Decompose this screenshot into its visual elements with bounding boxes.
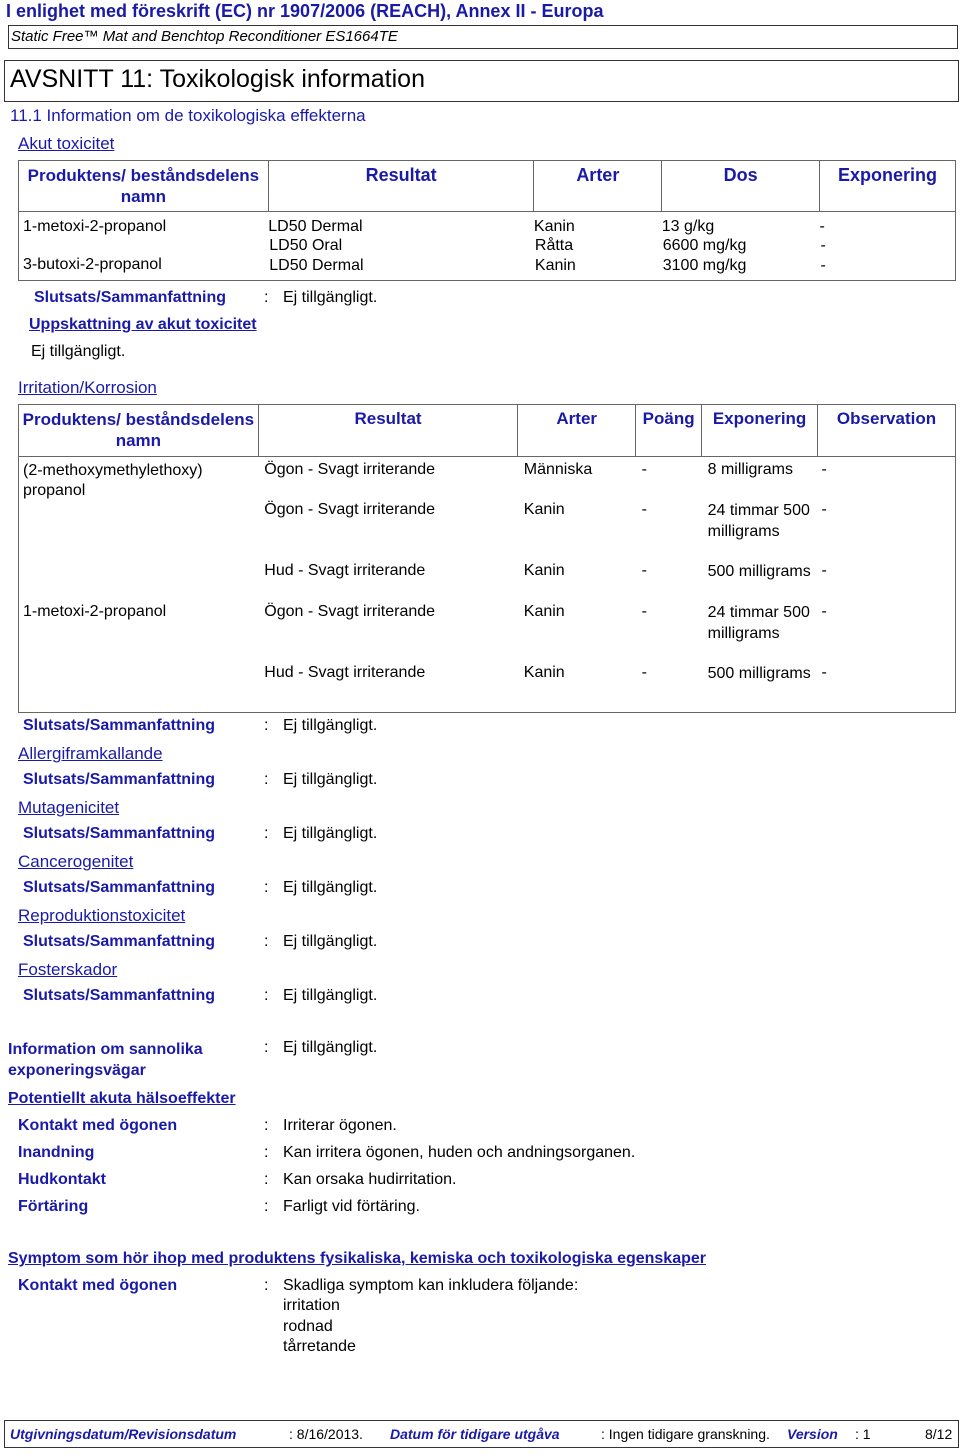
effect-value-inhalation: Kan irritera ögonen, huden och andningsorganen. bbox=[283, 1144, 636, 1161]
cell-result: Ögon - Svagt irriterande bbox=[264, 501, 436, 518]
summary-label: Slutsats/Sammanfattning bbox=[23, 717, 216, 734]
acute-conclusion-value: Ej tillgängligt. bbox=[283, 289, 378, 306]
irritation-table bbox=[18, 404, 956, 713]
col-header-dose: Dos bbox=[662, 161, 820, 212]
acute-estimate-value: Ej tillgängligt. bbox=[31, 343, 126, 360]
summary-value: Ej tillgängligt. bbox=[283, 879, 378, 896]
product-name-box bbox=[8, 25, 958, 49]
cell-exposure: 500 milligrams bbox=[707, 665, 811, 682]
cell-exposure: - bbox=[820, 257, 826, 274]
col-header-exposure: Exponering bbox=[702, 405, 818, 457]
symptom-line: rodnad bbox=[283, 1318, 333, 1335]
cell-observation: - bbox=[821, 603, 827, 620]
summary-label: Slutsats/Sammanfattning bbox=[23, 879, 216, 896]
cell-dose: 3100 mg/kg bbox=[662, 257, 747, 274]
carcinogenicity-heading: Cancerogenitet bbox=[18, 852, 134, 871]
colon: : bbox=[264, 1117, 269, 1134]
footer-version-value: : 1 bbox=[855, 1426, 871, 1442]
product-name: Static Free™ Mat and Benchtop Reconditioner ES1664TE bbox=[11, 28, 398, 45]
cell-dose: 6600 mg/kg bbox=[662, 237, 747, 254]
colon: : bbox=[264, 717, 269, 734]
colon: : bbox=[264, 933, 269, 950]
cell-exposure: - bbox=[820, 237, 826, 254]
colon: : bbox=[264, 1144, 269, 1161]
footer-version-label: Version bbox=[787, 1426, 838, 1442]
symptom-line: Skadliga symptom kan inkludera följande: bbox=[283, 1277, 579, 1294]
cell-score: - bbox=[641, 603, 647, 620]
cell-species: Kanin bbox=[523, 664, 565, 681]
cell-species: Råtta bbox=[534, 237, 574, 254]
cell-name bbox=[19, 562, 259, 603]
mutagenicity-heading: Mutagenicitet bbox=[18, 798, 120, 817]
teratogenicity-heading: Fosterskador bbox=[18, 960, 118, 979]
col-header-observation: Observation bbox=[818, 405, 956, 457]
footer-issue-label: Utgivningsdatum/Revisionsdatum bbox=[10, 1426, 237, 1442]
cell-name bbox=[19, 236, 269, 256]
col-header-score: Poäng bbox=[636, 405, 702, 457]
cell-species: Kanin bbox=[523, 562, 565, 579]
effect-label-skin: Hudkontakt bbox=[18, 1171, 106, 1188]
acute-toxicity-table bbox=[18, 160, 956, 281]
cell-exposure: 24 timmar 500 milligrams bbox=[707, 604, 810, 642]
colon: : bbox=[264, 289, 269, 306]
allergy-heading: Allergiframkallande bbox=[18, 744, 163, 763]
acute-toxicity-heading: Akut toxicitet bbox=[18, 134, 115, 153]
summary-value: Ej tillgängligt. bbox=[283, 771, 378, 788]
cell-observation: - bbox=[821, 562, 827, 579]
cell-score: - bbox=[641, 501, 647, 518]
summary-label: Slutsats/Sammanfattning bbox=[23, 933, 216, 950]
cell-result: LD50 Dermal bbox=[269, 257, 364, 274]
col-header-name: Produktens/ beståndsdelens namn bbox=[19, 405, 259, 457]
summary-value: Ej tillgängligt. bbox=[283, 825, 378, 842]
cell-exposure: 24 timmar 500 milligrams bbox=[707, 502, 810, 540]
cell-name: 1-metoxi-2-propanol bbox=[23, 218, 167, 235]
colon: : bbox=[264, 1277, 269, 1294]
cell-observation: - bbox=[821, 461, 827, 478]
summary-value: Ej tillgängligt. bbox=[283, 717, 378, 734]
table-row bbox=[19, 562, 956, 603]
colon: : bbox=[264, 1039, 269, 1056]
effect-label-ingestion: Förtäring bbox=[18, 1198, 89, 1215]
cell-exposure: 8 milligrams bbox=[707, 461, 793, 478]
footer-prev-label: Datum för tidigare utgåva bbox=[390, 1426, 560, 1442]
cell-name bbox=[19, 501, 259, 562]
cell-name: 3-butoxi-2-propanol bbox=[23, 256, 162, 273]
symptoms-heading: Symptom som hör ihop med produktens fysikaliska, kemiska och toxikologiska egenskaper bbox=[8, 1250, 706, 1267]
cell-exposure: 500 milligrams bbox=[707, 563, 811, 580]
cell-result: Hud - Svagt irriterande bbox=[264, 664, 426, 681]
cell-score: - bbox=[641, 461, 647, 478]
colon: : bbox=[264, 825, 269, 842]
cell-name: 1-metoxi-2-propanol bbox=[23, 603, 167, 620]
footer-issue-value: : 8/16/2013. bbox=[289, 1426, 363, 1442]
acute-effects-heading: Potentiellt akuta hälsoeffekter bbox=[8, 1090, 236, 1107]
effect-label-inhalation: Inandning bbox=[18, 1144, 95, 1161]
regulation-header: I enlighet med föreskrift (EC) nr 1907/2006 (REACH), Annex II - Europa bbox=[6, 1, 604, 21]
cell-result: Ögon - Svagt irriterande bbox=[264, 603, 436, 620]
colon: : bbox=[264, 879, 269, 896]
col-header-species: Arter bbox=[518, 405, 636, 457]
cell-score: - bbox=[641, 562, 647, 579]
effect-value-eye: Irriterar ögonen. bbox=[283, 1117, 397, 1134]
cell-species: Människa bbox=[523, 461, 593, 478]
cell-species: Kanin bbox=[523, 603, 565, 620]
col-header-result: Resultat bbox=[268, 161, 534, 212]
cell-species: Kanin bbox=[534, 257, 576, 274]
effect-value-ingestion: Farligt vid förtäring. bbox=[283, 1198, 420, 1215]
irritation-heading: Irritation/Korrosion bbox=[18, 378, 157, 397]
cell-score: - bbox=[641, 664, 647, 681]
cell-result: LD50 Dermal bbox=[268, 218, 363, 235]
table-row bbox=[19, 236, 956, 256]
reproductive-toxicity-heading: Reproduktionstoxicitet bbox=[18, 906, 186, 925]
colon: : bbox=[264, 987, 269, 1004]
cell-result: LD50 Oral bbox=[269, 237, 343, 254]
colon: : bbox=[264, 771, 269, 788]
acute-estimate-heading: Uppskattning av akut toxicitet bbox=[29, 316, 257, 333]
cell-name bbox=[19, 664, 259, 712]
table-row bbox=[19, 664, 956, 712]
table-row bbox=[19, 603, 956, 664]
footer-page-number: 8/12 bbox=[925, 1426, 953, 1442]
cell-dose: 13 g/kg bbox=[661, 218, 715, 235]
cell-species: Kanin bbox=[533, 218, 575, 235]
summary-label: Slutsats/Sammanfattning bbox=[23, 987, 216, 1004]
section-subtitle: 11.1 Information om de toxikologiska effekterna bbox=[10, 106, 366, 125]
section-title: AVSNITT 11: Toxikologisk information bbox=[10, 65, 425, 93]
effect-label-eye: Kontakt med ögonen bbox=[18, 1117, 178, 1134]
cell-result: Hud - Svagt irriterande bbox=[264, 562, 426, 579]
cell-exposure: - bbox=[819, 218, 825, 235]
colon: : bbox=[264, 1171, 269, 1188]
col-header-species: Arter bbox=[534, 161, 662, 212]
cell-observation: - bbox=[821, 664, 827, 681]
summary-value: Ej tillgängligt. bbox=[283, 933, 378, 950]
table-row bbox=[19, 457, 956, 502]
table-row bbox=[19, 501, 956, 562]
cell-result: Ögon - Svagt irriterande bbox=[264, 461, 436, 478]
summary-label: Slutsats/Sammanfattning bbox=[23, 771, 216, 788]
cell-name: (2-methoxymethylethoxy) propanol bbox=[23, 462, 203, 499]
cell-species: Kanin bbox=[523, 501, 565, 518]
table-row bbox=[19, 256, 956, 280]
col-header-name: Produktens/ beståndsdelens namn bbox=[19, 161, 269, 212]
symptom-line: irritation bbox=[283, 1297, 340, 1314]
symptom-line: tårretande bbox=[283, 1338, 356, 1355]
exposure-routes-value: Ej tillgängligt. bbox=[283, 1039, 378, 1056]
cell-observation: - bbox=[821, 501, 827, 518]
summary-label: Slutsats/Sammanfattning bbox=[23, 825, 216, 842]
effect-value-skin: Kan orsaka hudirritation. bbox=[283, 1171, 457, 1188]
summary-value: Ej tillgängligt. bbox=[283, 987, 378, 1004]
acute-conclusion-label: Slutsats/Sammanfattning bbox=[34, 289, 227, 306]
colon: : bbox=[264, 1198, 269, 1215]
footer-prev-value: : Ingen tidigare granskning. bbox=[601, 1426, 770, 1442]
symptoms-label: Kontakt med ögonen bbox=[18, 1277, 178, 1294]
table-row bbox=[19, 212, 956, 237]
col-header-exposure: Exponering bbox=[820, 161, 956, 212]
col-header-result: Resultat bbox=[258, 405, 517, 457]
exposure-routes-label: Information om sannolika exponeringsvägar bbox=[8, 1041, 203, 1079]
